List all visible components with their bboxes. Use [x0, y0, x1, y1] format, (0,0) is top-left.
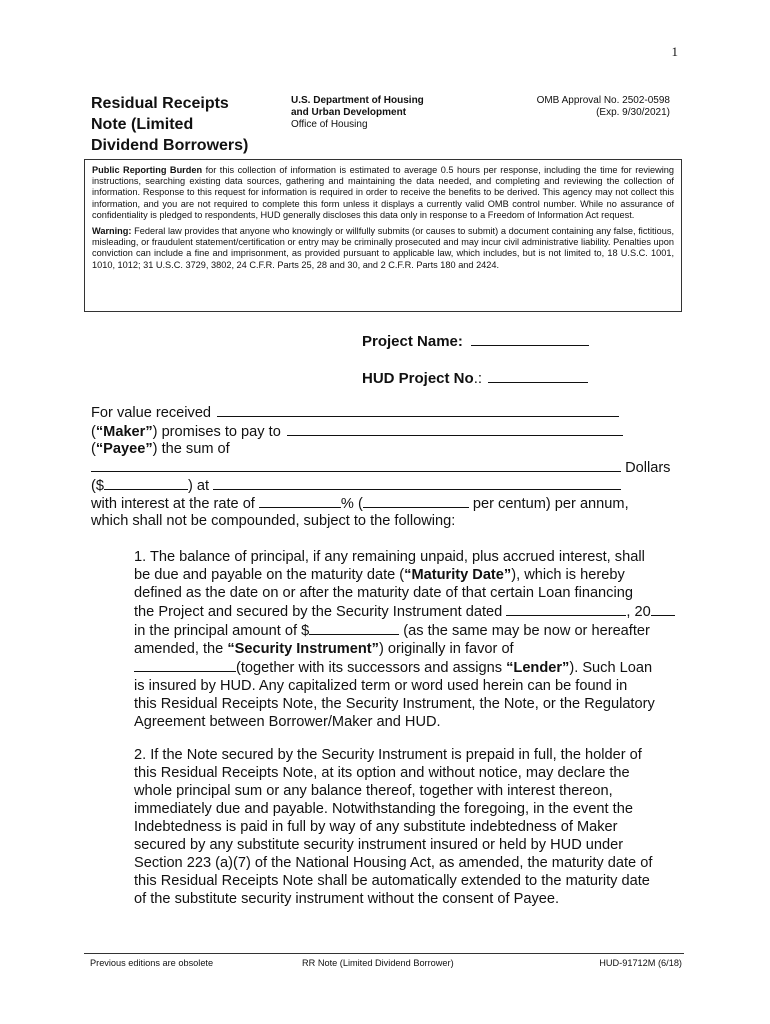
paragraph-1-line	[134, 602, 679, 621]
principal-amount-blank[interactable]	[309, 621, 399, 635]
project-number-suffix: .:	[473, 370, 483, 387]
maker-term: “Maker”	[95, 424, 153, 440]
page-footer	[84, 953, 684, 968]
paragraph-2-line: this Residual Receipts Note, at its option and without notice, may declare the	[134, 765, 630, 781]
project-number-label: HUD Project No	[362, 370, 474, 387]
warning-label: Warning:	[92, 226, 132, 237]
interest-text-c: per centum) per annum,	[472, 496, 629, 512]
title-line: Dividend Borrowers)	[91, 137, 249, 154]
footer-form-name: RR Note (Limited Dividend Borrower)	[302, 958, 454, 968]
payee-line	[91, 440, 230, 458]
sum-words-blank[interactable]	[91, 458, 621, 472]
project-name-row	[362, 331, 589, 350]
paragraph-1-line: is insured by HUD. Any capitalized term or word used herein can be found in	[134, 678, 628, 694]
omb-block	[450, 95, 670, 119]
agency-name-line2: and Urban Development	[291, 107, 407, 118]
amount-blank[interactable]	[104, 476, 188, 490]
lender-name-blank[interactable]	[134, 658, 236, 672]
paragraph-1	[134, 548, 679, 731]
text-span: amended, the	[134, 641, 228, 657]
interest-rate-blank[interactable]	[259, 494, 341, 508]
paragraph-1-line	[134, 658, 679, 677]
payee-text: ) the sum of	[152, 441, 230, 457]
text-span: (as the same may be now or hereafter	[403, 623, 650, 639]
paragraph-2-line: of the substitute security instrument without the consent of Payee.	[134, 891, 560, 907]
title-line: Note (Limited	[91, 116, 194, 133]
footer-editions-note: Previous editions are obsolete	[90, 958, 214, 968]
paragraph-1-line	[134, 621, 679, 640]
payee-blank[interactable]	[287, 422, 623, 436]
interest-line	[91, 494, 629, 513]
lender-term: “Lender”	[506, 660, 570, 676]
text-span: the Project and secured by the Security Instrument dated	[134, 604, 503, 620]
paragraph-2-line: secured by any substitute security instrument insured or held by HUD under	[134, 837, 624, 853]
text-span: , 20	[626, 604, 651, 620]
paragraph-2-line: whole principal sum or any balance thereof, together with interest thereon,	[134, 783, 613, 799]
compound-line: which shall not be compounded, subject to the following:	[91, 513, 456, 529]
title-line: Residual Receipts	[91, 95, 229, 112]
amount-close: ) at	[187, 478, 210, 494]
at-blank[interactable]	[213, 476, 621, 490]
warning-text: Federal law provides that anyone who knowingly or willfully submits (or causes to submit) a document containing any false, fictitious, misleading, or fraudulent statement/certification or entry may be criminally prosecuted and may incur civil administrative liability. Penalties upon conviction can include a fine and imprisonment, as provided pursuant to applicable law, which includes, but is not limited to, 18 U.S.C. 1001, 1010, 1012; 31 U.S.C. 3729, 3802, 24 C.F.R. Parts 25, 28 and 30, and 2 C.F.R. Parts 180 and 2424.	[92, 226, 674, 270]
text-span: in the principal amount of $	[134, 623, 310, 639]
document-title	[91, 93, 271, 156]
burden-label: Public Reporting Burden	[92, 165, 203, 175]
for-value-text: For value received	[91, 405, 212, 421]
text-span: be due and payable on the maturity date (	[134, 567, 405, 583]
paragraph-1-line: this Residual Receipts Note, the Security Instrument, the Note, or the Regulatory	[134, 696, 655, 712]
project-number-row	[362, 368, 588, 387]
paragraph-1-line	[134, 640, 679, 658]
page-number: 1	[671, 44, 678, 59]
paragraph-2-line: Indebtedness is paid in full by way of any substitute indebtedness of Maker	[134, 819, 618, 835]
maker-line	[91, 422, 623, 441]
for-value-blank[interactable]	[217, 403, 619, 417]
payee-term: “Payee”	[95, 441, 153, 457]
dollars-line	[91, 458, 670, 477]
maker-text: ) promises to pay to	[152, 424, 281, 440]
paragraph-2-line: this Residual Receipts Note shall be automatically extended to the maturity date	[134, 873, 650, 889]
dollars-text: Dollars	[625, 460, 671, 476]
footer-form-number: HUD-91712M (6/18)	[599, 958, 682, 968]
text-span: ). Such Loan	[569, 660, 653, 676]
agency-office: Office of Housing	[291, 119, 368, 130]
text-span: (together with its successors and assigns	[236, 660, 507, 676]
project-name-blank[interactable]	[471, 331, 589, 346]
burden-text: for this collection of information is estimated to average 0.5 hours per response, including the time for reviewing instructions, searching existing data sources, gathering and maintaining the data needed, and completing and reviewing the collection of information. Response to this request for information is required in order to receive the benefits to be derived. This agency may not collect this information, and you are not required to complete this form unless it displays a currently valid OMB control number. While no assurance of confidentiality is pledged to respondents, HUD generally discloses this data only in response to a Freedom of Information Act request.	[92, 165, 674, 220]
text-span: ) originally in favor of	[378, 641, 514, 657]
text-span: ), which is hereby	[511, 567, 625, 583]
warning-paragraph	[92, 226, 674, 271]
burden-notice-box	[84, 159, 682, 312]
maturity-date-term: “Maturity Date”	[404, 567, 512, 583]
project-number-blank[interactable]	[488, 368, 588, 383]
maker-open: (	[91, 424, 96, 440]
project-name-label: Project Name:	[362, 333, 463, 350]
burden-paragraph	[92, 165, 674, 221]
payee-open: (	[91, 441, 96, 457]
paragraph-1-line: defined as the date on or after the maturity date of that certain Loan financing	[134, 585, 633, 601]
for-value-line	[91, 403, 619, 422]
agency-name-line1: U.S. Department of Housing	[291, 95, 424, 106]
omb-expiration: (Exp. 9/30/2021)	[596, 107, 670, 118]
paragraph-1-line: Agreement between Borrower/Maker and HUD.	[134, 714, 441, 730]
omb-approval-number: OMB Approval No. 2502-0598	[536, 95, 670, 106]
paragraph-1-line: 1. The balance of principal, if any remaining unpaid, plus accrued interest, shall	[134, 549, 645, 565]
paragraph-2-line: Section 223 (a)(7) of the National Housing Act, as amended, the maturity date of	[134, 855, 653, 871]
amount-open: ($	[91, 478, 104, 494]
interest-text-a: with interest at the rate of	[91, 496, 255, 512]
amount-line	[91, 476, 621, 495]
paragraph-2	[134, 746, 679, 908]
year-blank[interactable]	[651, 602, 675, 616]
interest-text-b: % (	[340, 496, 363, 512]
paragraph-1-line	[134, 566, 679, 584]
security-instrument-term: “Security Instrument”	[227, 641, 379, 657]
paragraph-2-line: 2. If the Note secured by the Security Instrument is prepaid in full, the holder of	[134, 747, 642, 763]
paragraph-2-line: immediately due and payable. Notwithstanding the foregoing, in the event the	[134, 801, 633, 817]
interest-words-blank[interactable]	[363, 494, 469, 508]
security-date-blank[interactable]	[506, 602, 626, 616]
